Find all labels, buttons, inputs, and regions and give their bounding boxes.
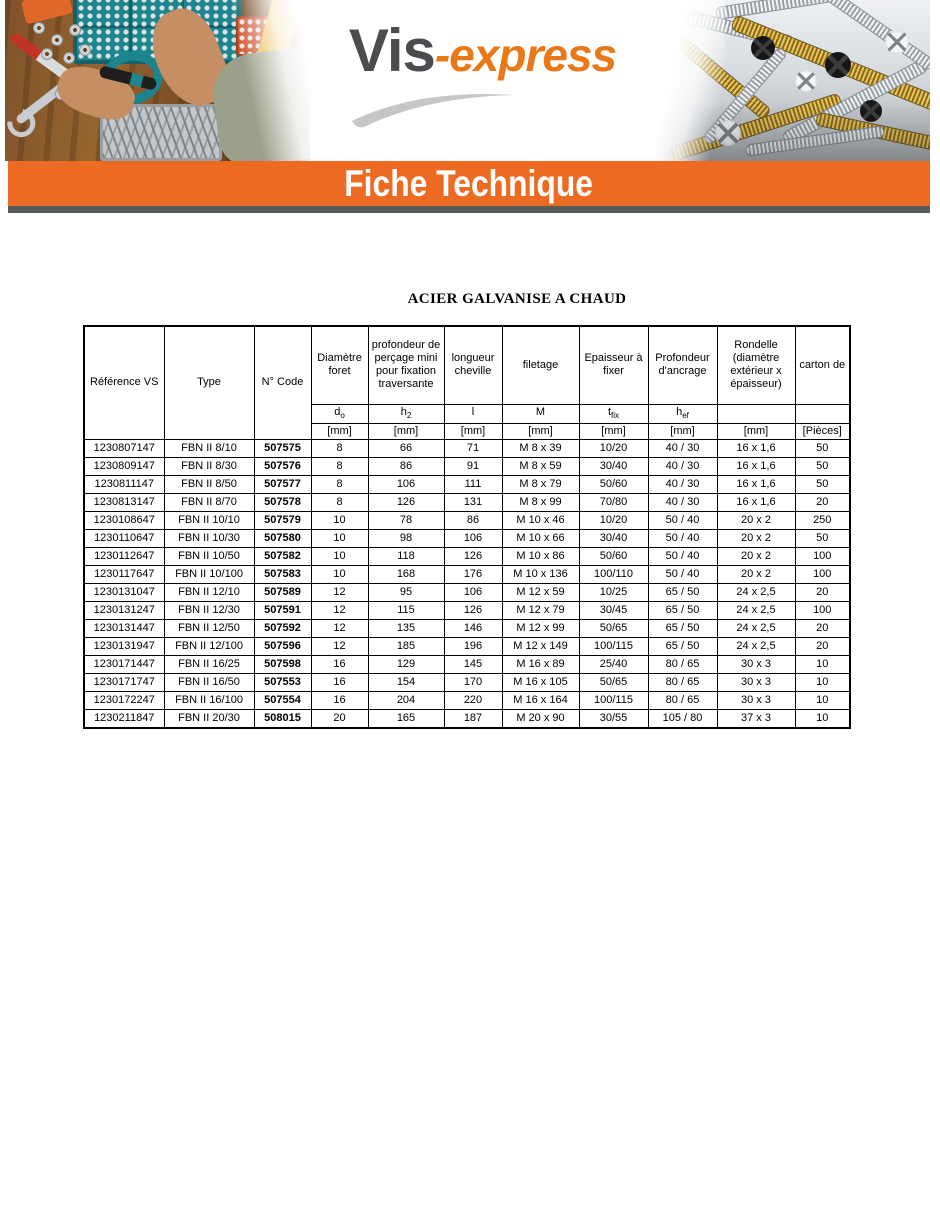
table-cell: 507592	[254, 619, 311, 637]
col-header-type: Type	[164, 326, 254, 439]
table-cell: FBN II 12/50	[164, 619, 254, 637]
table-cell: M 12 x 149	[502, 637, 579, 655]
table-cell: 111	[444, 475, 502, 493]
washer-shape	[69, 24, 81, 36]
table-cell: M 16 x 164	[502, 691, 579, 709]
table-cell: 131	[444, 493, 502, 511]
table-cell: 50	[795, 439, 850, 457]
table-cell: 86	[444, 511, 502, 529]
table-cell: 1230117647	[84, 565, 164, 583]
table-cell: 70/80	[579, 493, 648, 511]
logo-panel	[310, 0, 655, 161]
logo-swoosh-icon	[348, 87, 518, 129]
table-cell: 30 x 3	[717, 655, 795, 673]
table-cell: FBN II 12/100	[164, 637, 254, 655]
table-cell: M 12 x 79	[502, 601, 579, 619]
table-cell: M 8 x 99	[502, 493, 579, 511]
table-cell: 129	[368, 655, 444, 673]
table-cell: 118	[368, 547, 444, 565]
table-cell: 106	[444, 583, 502, 601]
table-row	[84, 475, 850, 493]
table-cell: 40 / 30	[648, 457, 717, 475]
table-cell: 98	[368, 529, 444, 547]
table-cell: 10/20	[579, 439, 648, 457]
table-cell: 50/60	[579, 547, 648, 565]
unit-cell: [mm]	[368, 423, 444, 439]
table-cell: 20	[795, 583, 850, 601]
workbench-photo	[5, 0, 310, 161]
table-cell: 1230131247	[84, 601, 164, 619]
table-cell: 20	[795, 493, 850, 511]
washer-shape	[41, 48, 53, 60]
table-cell: 105 / 80	[648, 709, 717, 728]
table-cell: 20 x 2	[717, 547, 795, 565]
table-cell: 20 x 2	[717, 565, 795, 583]
symbol-empty	[717, 404, 795, 423]
table-cell: 100/115	[579, 637, 648, 655]
table-cell: 507583	[254, 565, 311, 583]
table-cell: 10	[311, 511, 368, 529]
table-cell: 66	[368, 439, 444, 457]
table-cell: 1230211847	[84, 709, 164, 728]
unit-cell: [mm]	[311, 423, 368, 439]
table-cell: 50	[795, 475, 850, 493]
table-cell: 8	[311, 493, 368, 511]
table-cell: 37 x 3	[717, 709, 795, 728]
table-cell: 50 / 40	[648, 511, 717, 529]
symbol-tfix: $t_{fix}$	[579, 404, 648, 423]
col-header-diametre: Diamètre foret	[311, 326, 368, 404]
col-header-rondelle: Rondelle (diamètre extérieur x épaisseur)	[717, 326, 795, 404]
table-cell: 24 x 2,5	[717, 601, 795, 619]
table-cell: 507579	[254, 511, 311, 529]
table-cell: 12	[311, 619, 368, 637]
photo-fade	[220, 0, 310, 161]
table-cell: M 16 x 89	[502, 655, 579, 673]
table-cell: 30/40	[579, 529, 648, 547]
table-cell: 16	[311, 691, 368, 709]
table-cell: 65 / 50	[648, 583, 717, 601]
table-row	[84, 619, 850, 637]
unit-cell: [mm]	[444, 423, 502, 439]
table-row	[84, 709, 850, 728]
table-cell: 106	[368, 475, 444, 493]
table-row	[84, 565, 850, 583]
table-cell: 20 x 2	[717, 511, 795, 529]
table-cell: FBN II 12/30	[164, 601, 254, 619]
table-cell: FBN II 16/100	[164, 691, 254, 709]
symbol-M: M	[502, 404, 579, 423]
spec-table-body	[84, 439, 850, 728]
table-cell: 126	[444, 547, 502, 565]
table-cell: 65 / 50	[648, 601, 717, 619]
table-cell: 1230131947	[84, 637, 164, 655]
table-cell: 10	[795, 691, 850, 709]
col-header-reference: Référence VS	[84, 326, 164, 439]
table-cell: 135	[368, 619, 444, 637]
table-row	[84, 673, 850, 691]
col-header-code: N° Code	[254, 326, 311, 439]
table-cell: 12	[311, 583, 368, 601]
table-cell: 1230809147	[84, 457, 164, 475]
table-cell: 100	[795, 547, 850, 565]
table-cell: 20 x 2	[717, 529, 795, 547]
col-header-epaisseur: Epaisseur à fixer	[579, 326, 648, 404]
table-cell: 71	[444, 439, 502, 457]
table-cell: 1230171447	[84, 655, 164, 673]
brand-logo	[310, 16, 655, 85]
unit-cell: [mm]	[648, 423, 717, 439]
screw-head-shape	[751, 36, 775, 60]
table-cell: 176	[444, 565, 502, 583]
table-cell: 1230131447	[84, 619, 164, 637]
table-cell: 507582	[254, 547, 311, 565]
table-row	[84, 493, 850, 511]
table-cell: 196	[444, 637, 502, 655]
col-header-filetage: filetage	[502, 326, 579, 404]
table-cell: FBN II 8/50	[164, 475, 254, 493]
table-row	[84, 601, 850, 619]
table-cell: 507576	[254, 457, 311, 475]
col-header-profondeur-percage: profondeur de perçage mini pour fixation traversante	[368, 326, 444, 404]
unit-cell: [mm]	[579, 423, 648, 439]
screw-head-shape	[825, 52, 851, 78]
table-cell: 12	[311, 637, 368, 655]
table-cell: 50/60	[579, 475, 648, 493]
table-row	[84, 637, 850, 655]
table-cell: 65 / 50	[648, 619, 717, 637]
table-cell: 25/40	[579, 655, 648, 673]
brand-name-secondary: -express	[434, 29, 617, 81]
table-cell: M 10 x 86	[502, 547, 579, 565]
table-row	[84, 439, 850, 457]
photo-fade	[655, 0, 725, 161]
orange-tool-shape	[21, 0, 73, 24]
symbol-empty	[795, 404, 850, 423]
table-cell: 50 / 40	[648, 547, 717, 565]
table-cell: 20	[795, 619, 850, 637]
table-cell: 10	[311, 547, 368, 565]
table-cell: FBN II 16/50	[164, 673, 254, 691]
table-cell: M 10 x 136	[502, 565, 579, 583]
unit-cell: [mm]	[502, 423, 579, 439]
table-cell: FBN II 12/10	[164, 583, 254, 601]
table-cell: 10	[311, 529, 368, 547]
table-row	[84, 691, 850, 709]
table-cell: FBN II 10/30	[164, 529, 254, 547]
table-cell: 115	[368, 601, 444, 619]
table-cell: 10	[311, 565, 368, 583]
table-cell: 16 x 1,6	[717, 475, 795, 493]
table-row	[84, 583, 850, 601]
table-cell: 86	[368, 457, 444, 475]
table-cell: 50 / 40	[648, 529, 717, 547]
screw-head-shape	[885, 30, 909, 54]
table-cell: 20	[795, 637, 850, 655]
table-cell: 80 / 65	[648, 673, 717, 691]
table-cell: 50 / 40	[648, 565, 717, 583]
table-cell: 1230811147	[84, 475, 164, 493]
table-cell: 100	[795, 601, 850, 619]
header-row	[84, 326, 850, 404]
table-cell: 1230813147	[84, 493, 164, 511]
table-cell: M 12 x 59	[502, 583, 579, 601]
table-cell: 100/115	[579, 691, 648, 709]
table-cell: M 8 x 79	[502, 475, 579, 493]
table-cell: 20	[311, 709, 368, 728]
table-cell: 507598	[254, 655, 311, 673]
table-cell: 16 x 1,6	[717, 493, 795, 511]
table-cell: 50/65	[579, 673, 648, 691]
table-cell: 220	[444, 691, 502, 709]
table-cell: 507554	[254, 691, 311, 709]
table-cell: 187	[444, 709, 502, 728]
washer-shape	[33, 22, 45, 34]
table-cell: 30 x 3	[717, 673, 795, 691]
table-cell: 10	[795, 655, 850, 673]
table-cell: 154	[368, 673, 444, 691]
table-cell: 507575	[254, 439, 311, 457]
spec-table	[83, 325, 851, 729]
table-cell: 100	[795, 565, 850, 583]
table-cell: 10/20	[579, 511, 648, 529]
table-row	[84, 529, 850, 547]
section-title: ACIER GALVANISE A CHAUD	[407, 291, 627, 307]
table-cell: 507591	[254, 601, 311, 619]
table-cell: 91	[444, 457, 502, 475]
table-cell: 95	[368, 583, 444, 601]
table-cell: 16 x 1,6	[717, 457, 795, 475]
table-cell: 100/110	[579, 565, 648, 583]
table-cell: 24 x 2,5	[717, 583, 795, 601]
brand-name-primary: Vis	[348, 17, 435, 84]
table-cell: 106	[444, 529, 502, 547]
table-cell: 507596	[254, 637, 311, 655]
table-cell: FBN II 16/25	[164, 655, 254, 673]
table-cell: 10	[795, 709, 850, 728]
table-cell: 78	[368, 511, 444, 529]
table-cell: 10/25	[579, 583, 648, 601]
table-cell: 30/45	[579, 601, 648, 619]
washer-shape	[63, 52, 75, 64]
symbol-d0: $d_o$	[311, 404, 368, 423]
table-cell: M 10 x 66	[502, 529, 579, 547]
table-cell: 24 x 2,5	[717, 637, 795, 655]
table-cell: M 12 x 99	[502, 619, 579, 637]
table-cell: 507589	[254, 583, 311, 601]
unit-cell: [mm]	[717, 423, 795, 439]
banner-shadow-bar	[8, 206, 930, 213]
table-cell: 40 / 30	[648, 493, 717, 511]
table-cell: FBN II 10/100	[164, 565, 254, 583]
table-row	[84, 511, 850, 529]
table-cell: 1230131047	[84, 583, 164, 601]
table-cell: 50	[795, 529, 850, 547]
table-cell: 1230172247	[84, 691, 164, 709]
symbol-hef: $h_{ef}$	[648, 404, 717, 423]
table-cell: 185	[368, 637, 444, 655]
table-cell: 65 / 50	[648, 637, 717, 655]
table-cell: FBN II 8/30	[164, 457, 254, 475]
washer-shape	[79, 44, 91, 56]
col-header-profondeur-ancrage: Profondeur d'ancrage	[648, 326, 717, 404]
col-header-carton: carton de	[795, 326, 850, 404]
table-cell: FBN II 10/50	[164, 547, 254, 565]
table-row	[84, 655, 850, 673]
table-cell: 12	[311, 601, 368, 619]
table-cell: 8	[311, 475, 368, 493]
table-cell: 80 / 65	[648, 691, 717, 709]
table-cell: 8	[311, 439, 368, 457]
table-cell: 16	[311, 655, 368, 673]
table-cell: FBN II 20/30	[164, 709, 254, 728]
table-cell: FBN II 8/70	[164, 493, 254, 511]
table-cell: M 10 x 46	[502, 511, 579, 529]
table-cell: 30/40	[579, 457, 648, 475]
table-cell: M 16 x 105	[502, 673, 579, 691]
table-cell: 146	[444, 619, 502, 637]
fiche-technique-banner	[8, 161, 930, 206]
table-cell: 250	[795, 511, 850, 529]
unit-cell: [Pièces]	[795, 423, 850, 439]
symbol-l: l	[444, 404, 502, 423]
table-cell: 507553	[254, 673, 311, 691]
table-cell: 170	[444, 673, 502, 691]
table-cell: 1230108647	[84, 511, 164, 529]
table-cell: 40 / 30	[648, 475, 717, 493]
table-cell: 204	[368, 691, 444, 709]
table-cell: 16 x 1,6	[717, 439, 795, 457]
table-cell: 50	[795, 457, 850, 475]
table-cell: 126	[368, 493, 444, 511]
table-cell: 1230112647	[84, 547, 164, 565]
table-cell: 126	[444, 601, 502, 619]
symbol-h2: $h_2$	[368, 404, 444, 423]
screws-photo	[655, 0, 930, 161]
table-row	[84, 547, 850, 565]
table-cell: 30/55	[579, 709, 648, 728]
table-cell: 145	[444, 655, 502, 673]
table-cell: 168	[368, 565, 444, 583]
table-cell: M 8 x 59	[502, 457, 579, 475]
table-cell: 1230807147	[84, 439, 164, 457]
table-cell: M 20 x 90	[502, 709, 579, 728]
table-cell: 8	[311, 457, 368, 475]
table-cell: FBN II 8/10	[164, 439, 254, 457]
table-cell: 50/65	[579, 619, 648, 637]
table-cell: 10	[795, 673, 850, 691]
table-cell: 24 x 2,5	[717, 619, 795, 637]
table-cell: 1230171747	[84, 673, 164, 691]
table-cell: 1230110647	[84, 529, 164, 547]
table-cell: 507577	[254, 475, 311, 493]
screw-head-shape	[795, 70, 817, 92]
table-cell: 165	[368, 709, 444, 728]
table-cell: M 8 x 39	[502, 439, 579, 457]
table-cell: FBN II 10/10	[164, 511, 254, 529]
table-cell: 40 / 30	[648, 439, 717, 457]
col-header-longueur: longueur cheville	[444, 326, 502, 404]
washer-shape	[51, 34, 63, 46]
table-row	[84, 457, 850, 475]
table-cell: 30 x 3	[717, 691, 795, 709]
table-cell: 16	[311, 673, 368, 691]
table-cell: 508015	[254, 709, 311, 728]
banner-title: Fiche Technique	[344, 162, 594, 204]
table-cell: 507578	[254, 493, 311, 511]
table-cell: 80 / 65	[648, 655, 717, 673]
table-cell: 507580	[254, 529, 311, 547]
